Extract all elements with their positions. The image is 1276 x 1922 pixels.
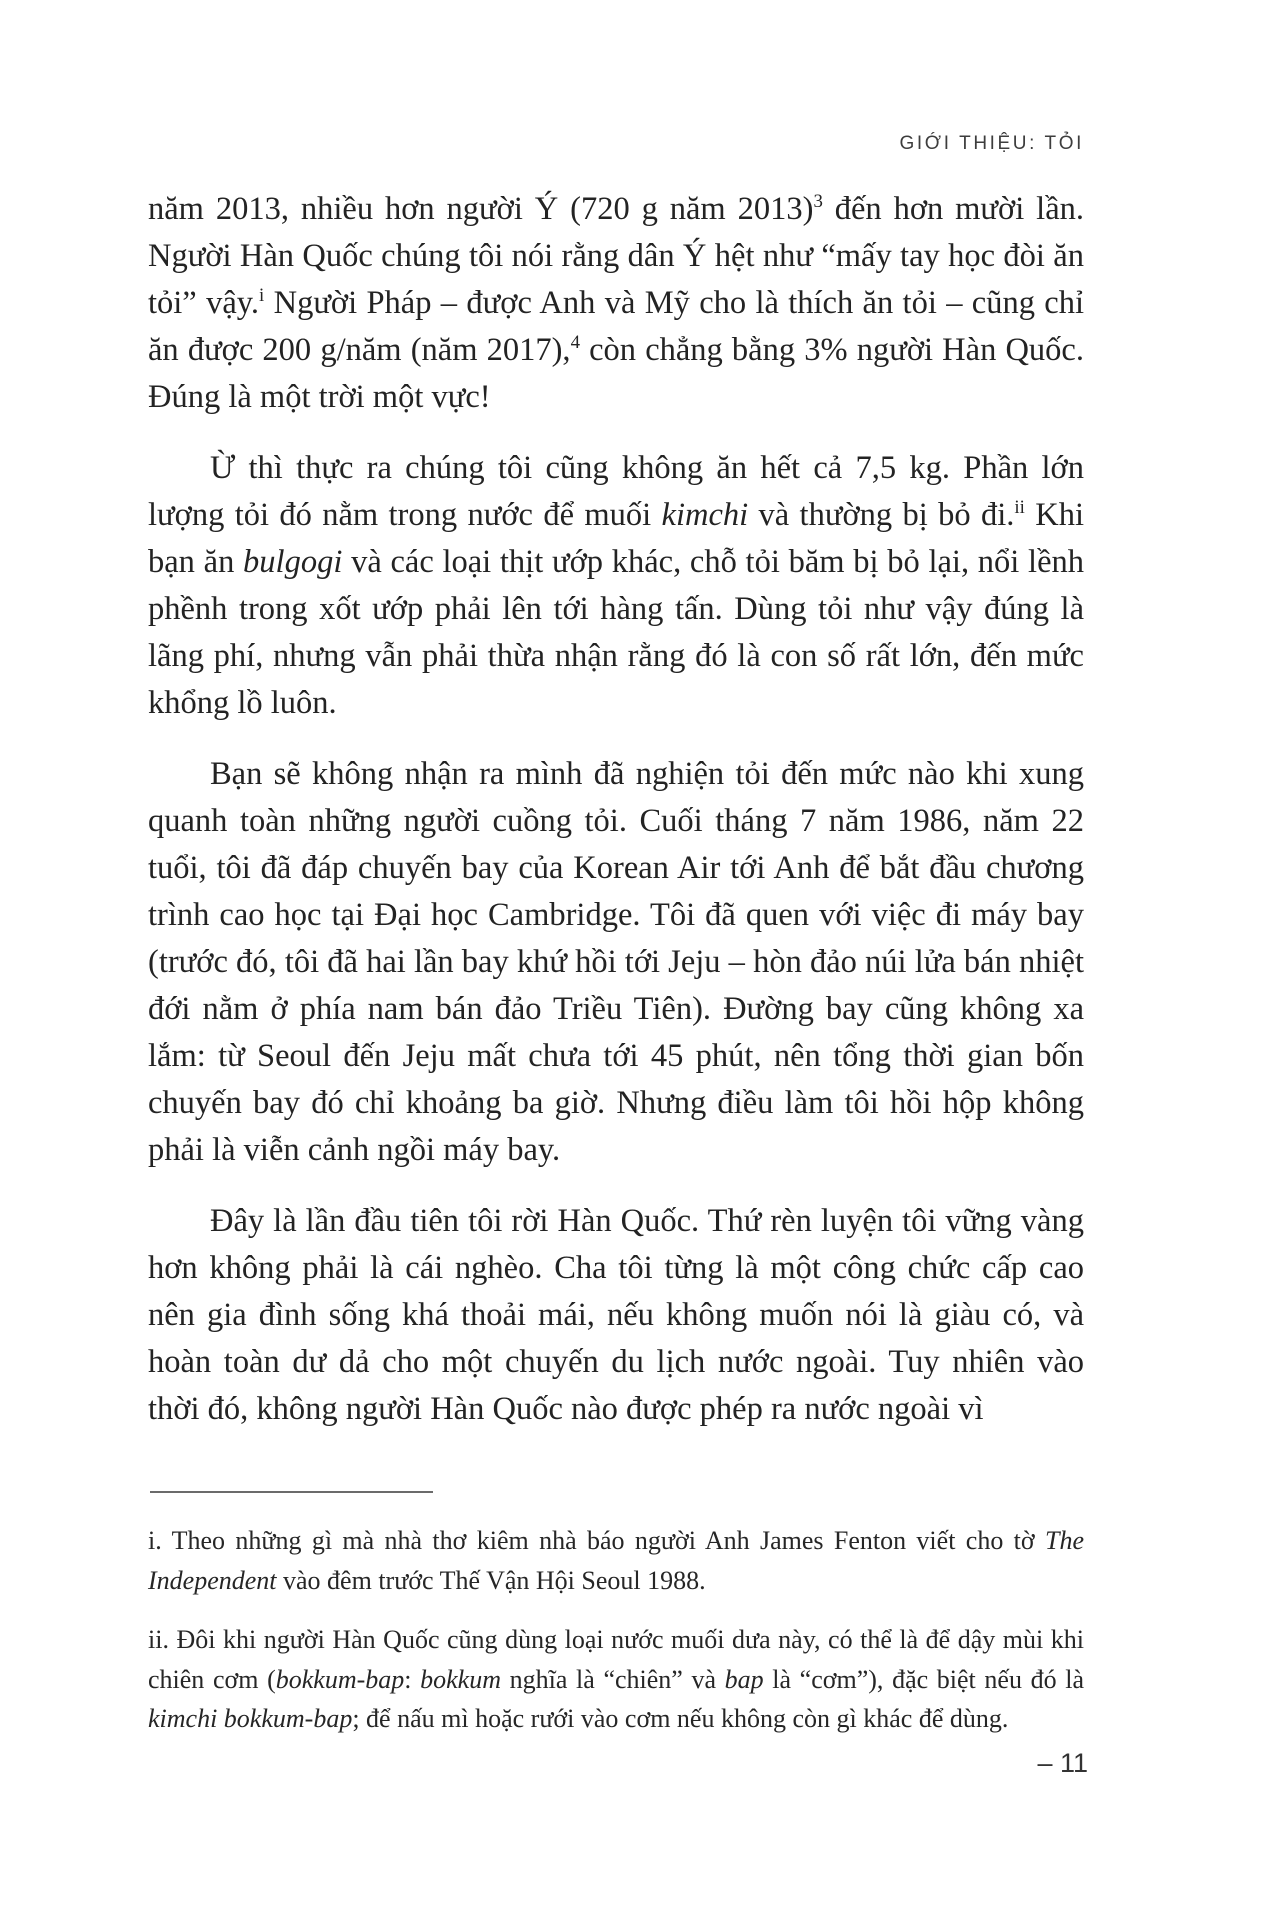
- footnote: ii. Đôi khi người Hàn Quốc cũng dùng loại nước muối dưa này, có thể là để dậy mùi khi chiên cơm (bokkum-bap: bokkum nghĩa là “chiên” và bap là “cơm”), đặc biệt nếu đó là kimchi bokkum-bap; để nấu mì hoặc rưới vào cơm nếu không còn gì khác để dùng.: [148, 1625, 1084, 1733]
- paragraph: Bạn sẽ không nhận ra mình đã nghiện tỏi đến mức nào khi xung quanh toàn những người cuồng tỏi. Cuối tháng 7 năm 1986, năm 22 tuổi, tôi đã đáp chuyến bay của Korean Air tới Anh để bắt đầu chương trình cao học tại Đại học Cambridge. Tôi đã quen với việc đi máy bay (trước đó, tôi đã hai lần bay khứ hồi tới Jeju – hòn đảo núi lửa bán nhiệt đới nằm ở phía nam bán đảo Triều Tiên). Đường bay cũng không xa lắm: từ Seoul đến Jeju mất chưa tới 45 phút, nên tổng thời gian bốn chuyến bay đó chỉ khoảng ba giờ. Nhưng điều làm tôi hồi hộp không phải là viễn cảnh ngồi máy bay.: [148, 756, 1084, 1168]
- footnotes-section: [148, 1521, 1084, 1739]
- paragraph: năm 2013, nhiều hơn người Ý (720 g năm 2013)$^3$ đến hơn mười lần. Người Hàn Quốc chúng tôi nói rằng dân Ý hệt như “mấy tay học đòi ăn tỏi” vậy.$^i$ Người Pháp – được Anh và Mỹ cho là thích ăn tỏi – cũng chỉ ăn được 200 g/năm (năm 2017),$^4$ còn chẳng bằng 3% người Hàn Quốc. Đúng là một trời một vực!: [148, 191, 1084, 415]
- paragraph: Đây là lần đầu tiên tôi rời Hàn Quốc. Thứ rèn luyện tôi vững vàng hơn không phải là cái nghèo. Cha tôi từng là một công chức cấp cao nên gia đình sống khá thoải mái, nếu không muốn nói là giàu có, và hoàn toàn dư dả cho một chuyến du lịch nước ngoài. Tuy nhiên vào thời đó, không người Hàn Quốc nào được phép ra nước ngoài vì: [148, 1203, 1084, 1427]
- running-header: GIỚI THIỆU: TỎI: [899, 133, 1084, 154]
- body-text: [148, 186, 1084, 1433]
- footnote-divider: [150, 1491, 433, 1493]
- footnote: i. Theo những gì mà nhà thơ kiêm nhà báo người Anh James Fenton viết cho tờ The Independent vào đêm trước Thế Vận Hội Seoul 1988.: [148, 1526, 1084, 1595]
- page-number: – 11: [1037, 1748, 1088, 1778]
- paragraph: Ừ thì thực ra chúng tôi cũng không ăn hết cả 7,5 kg. Phần lớn lượng tỏi đó nằm trong nước để muối kimchi và thường bị bỏ đi.$^{ii}$ Khi bạn ăn bulgogi và các loại thịt ướp khác, chỗ tỏi băm bị bỏ lại, nổi lềnh phềnh trong xốt ướp phải lên tới hàng tấn. Dùng tỏi như vậy đúng là lãng phí, nhưng vẫn phải thừa nhận rằng đó là con số rất lớn, đến mức khổng lồ luôn.: [148, 450, 1084, 721]
